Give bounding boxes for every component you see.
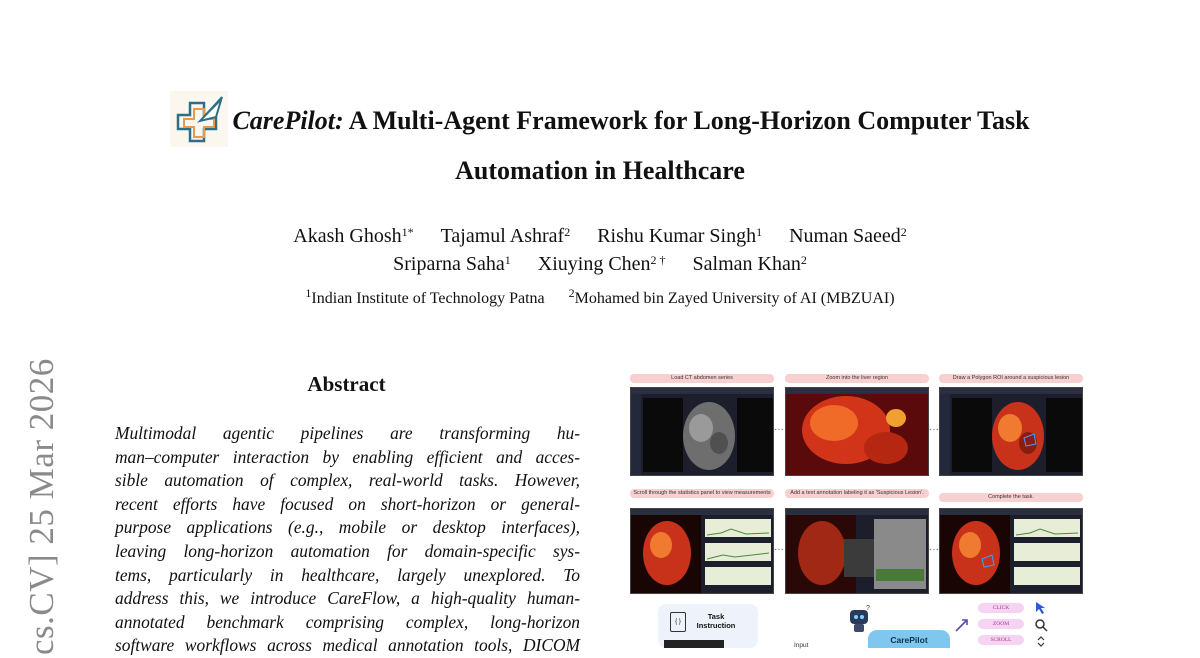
ellipsis: ··· xyxy=(929,424,939,435)
abstract-line: annotated benchmark comprising complex, long-horizon xyxy=(115,611,580,632)
step-screenshot xyxy=(939,508,1083,594)
action-click: CLICK xyxy=(978,603,1024,613)
step-screenshot xyxy=(785,387,929,476)
step-screenshot xyxy=(630,387,774,476)
author: Xiuying Chen$^{2 \dagger}$ xyxy=(537,253,666,275)
magnifier-icon xyxy=(1034,618,1048,632)
step-caption: Add a text annotation labeling it as 'Suspicious Lesion'. xyxy=(785,489,929,498)
title-name: CarePilot: xyxy=(232,105,344,135)
carepilot-agent-box xyxy=(868,630,950,648)
cursor-icon xyxy=(1034,601,1046,615)
abstract-line: address this, we introduce CareFlow, a high-quality human- xyxy=(115,588,580,609)
step-screenshot xyxy=(939,387,1083,476)
title-line-2: Automation in Healthcare xyxy=(455,156,745,185)
abstract-line: recent efforts have focused on short-horizon or general- xyxy=(115,493,580,514)
abstract-body xyxy=(115,422,580,658)
code-doc-icon: { } xyxy=(670,612,686,632)
abstract-line: tems, particularly in healthcare, largely unexplored. To xyxy=(115,564,580,585)
ellipsis: ··· xyxy=(774,424,784,435)
input-label: Input xyxy=(794,642,809,649)
abstract-line: Multimodal agentic pipelines are transforming hu- xyxy=(115,423,580,443)
abstract-line: man–computer interaction by enabling efficient and acces- xyxy=(115,446,580,467)
abstract-line: sible automation of complex, real-world tasks. However, xyxy=(115,470,580,491)
abstract-line: leaving long-horizon automation for domain-specific sys- xyxy=(115,540,580,561)
task-instruction-box xyxy=(658,604,758,648)
affiliation: $^1$Indian Institute of Technology Patna xyxy=(305,286,545,307)
action-zoom: ZOOM xyxy=(978,619,1024,629)
author: Numan Saeed$^2$ xyxy=(789,225,907,247)
step-caption: Complete the task. xyxy=(939,493,1083,502)
step-caption: Draw a Polygon ROI around a suspicious lesion xyxy=(939,374,1083,383)
abstract-heading: Abstract xyxy=(307,372,386,396)
author-row xyxy=(0,250,1200,278)
step-screenshot xyxy=(630,508,774,594)
arxiv-identifier-stamp: cs.CV] 25 Mar 2026 xyxy=(22,358,61,655)
agent-label: CarePilot xyxy=(890,635,928,645)
title-line-1: A Multi-Agent Framework for Long-Horizon Computer Task xyxy=(348,105,1030,135)
scroll-arrows-icon xyxy=(1036,635,1046,648)
affiliations xyxy=(0,286,1200,308)
affiliation: $^2$Mohamed bin Zayed University of AI (MBZUAI) xyxy=(568,286,895,307)
step-caption: Load CT abdomen series xyxy=(630,374,774,383)
arrow-icon xyxy=(954,617,970,633)
ellipsis: ··· xyxy=(929,544,939,555)
action-scroll: SCROLL xyxy=(978,635,1024,645)
author: Akash Ghosh$^{1*}$ xyxy=(293,225,414,247)
author: Tajamul Ashraf$^2$ xyxy=(440,225,571,247)
step-caption: Scroll through the statistics panel to view measurements xyxy=(630,489,774,498)
svg-text:?: ? xyxy=(866,605,870,612)
ellipsis: ··· xyxy=(774,544,784,555)
teaser-figure xyxy=(628,372,1086,648)
robot-icon xyxy=(846,604,872,634)
author-row xyxy=(0,222,1200,250)
author: Rishu Kumar Singh$^1$ xyxy=(597,225,763,247)
paper-title xyxy=(0,95,1200,191)
author-list xyxy=(0,222,1200,278)
author: Salman Khan$^2$ xyxy=(692,253,807,275)
screenshot-thumbnail xyxy=(664,640,724,648)
step-caption: Zoom into the liver region xyxy=(785,374,929,383)
carepilot-logo-icon xyxy=(170,91,228,147)
abstract-line: purpose applications (e.g., mobile or desktop interfaces), xyxy=(115,517,580,538)
author: Sriparna Saha$^1$ xyxy=(393,253,511,275)
step-screenshot xyxy=(785,508,929,594)
abstract-line: software workflows across medical annotation tools, DICOM xyxy=(115,635,580,656)
task-instruction-label: Task Instruction xyxy=(696,612,736,630)
